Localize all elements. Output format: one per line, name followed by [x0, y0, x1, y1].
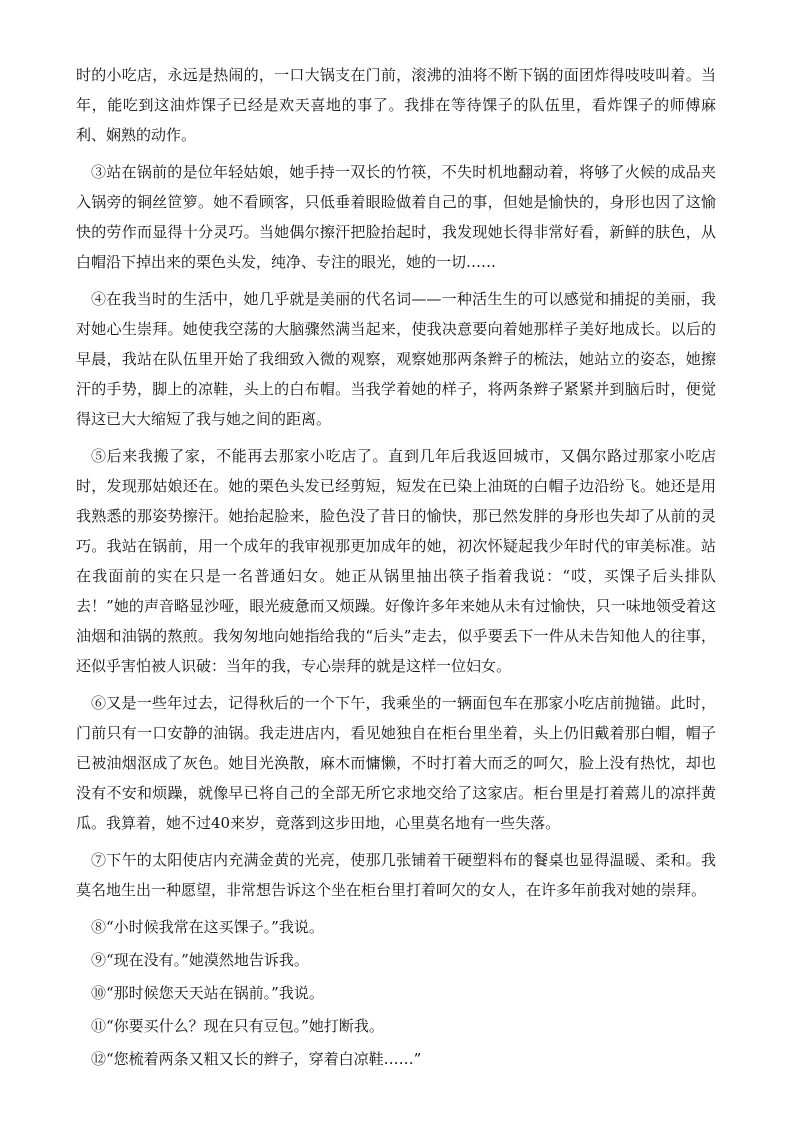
paragraph-7: ⑦下午的太阳使店内充满金黄的光亮，使那几张铺着干硬塑料布的餐桌也显得温暖、柔和。我莫名地生出一种愿望，非常想告诉这个坐在柜台里打着呵欠的女人，在许多年前我对她的崇拜。 — [76, 851, 716, 899]
paragraph-6: ⑥又是一些年过去，记得秋后的一个下午，我乘坐的一辆面包车在那家小吃店前抛锚。此时，门前只有一口安静的油锅。我走进店内，看见她独自在柜台里坐着，头上仍旧戴着那白帽，帽子已被油烟沤成了灰色。她目光涣散，麻木而慵懒，不时打着大而乏的呵欠，脸上没有热忱，却也没有不安和烦躁，就像早已将自己的全部无所它求地交给了这家店。柜台里是打着蔫儿的凉拌黄瓜。我算着，她不过40来岁，竟落到这步田地，心里莫名地有一些失落。 — [76, 694, 716, 832]
paragraph-3: ③站在锅前的是位年轻姑娘，她手持一双长的竹筷，不失时机地翻动着，将够了火候的成品夹入锅旁的铜丝笸箩。她不看顾客，只低垂着眼睑做着自己的事，但她是愉快的，身形也因了这愉快的劳作而显得十分灵巧。当她偶尔擦汗把脸抬起时，我发现她长得非常好看，新鲜的肤色，从白帽沿下掉出来的栗色头发，纯净、专注的眼光，她的一切…… — [76, 163, 716, 271]
document-page — [76, 60, 716, 1077]
paragraph-5: ⑤后来我搬了家，不能再去那家小吃店了。直到几年后我返回城市，又偶尔路过那家小吃店时，发现那姑娘还在。她的栗色头发已经剪短，短发在已染上油斑的白帽子边沿纷飞。她还是用我熟悉的那姿势擦汗。她抬起脸来，脸色没了昔日的愉快，那已然发胖的身形也失却了从前的灵巧。我站在锅前，用一个成年的我审视那更加成年的她，初次怀疑起我少年时代的审美标准。站在我面前的实在只是一名普通妇女。她正从锅里抽出筷子指着我说：“哎，买馃子后头排队去！”她的声音略显沙哑，眼光疲惫而又烦躁。好像许多年来她从未有过愉快，只一味地领受着这油烟和油锅的熬煎。我匆匆地向她指给我的“后头”走去，似乎要丢下一件从未告知他人的往事，还似乎害怕被人识破：当年的我，专心崇拜的就是这样一位妇女。 — [76, 447, 716, 675]
dialogue-line-8: ⑧“小时候我常在这买馃子。”我说。 — [91, 918, 324, 936]
paragraph-continuation: 时的小吃店，永远是热闹的，一口大锅支在门前，滚沸的油将不断下锅的面团炸得吱吱叫着。当年，能吃到这油炸馃子已经是欢天喜地的事了。我排在等待馃子的队伍里，看炸馃子的师傅麻利、娴熟的动作。 — [76, 66, 716, 144]
dialogue-line-11: ⑪“你要买什么？现在只有豆包。”她打断我。 — [91, 1017, 384, 1035]
dialogue-line-12: ⑫“您梳着两条又粗又长的辫子，穿着白凉鞋……” — [91, 1050, 422, 1068]
dialogue-line-10: ⑩“那时候您天天站在锅前。”我说。 — [91, 984, 324, 1002]
paragraph-4: ④在我当时的生活中，她几乎就是美丽的代名词——一种活生生的可以感觉和捕捉的美丽，我对她心生崇拜。她使我空荡的大脑骤然满当起来，使我决意要向着她那样子美好地成长。以后的早晨，我站在队伍里开始了我细致入微的观察，观察她那两条辫子的梳法，她站立的姿态，她擦汗的手势，脚上的凉鞋，头上的白布帽。当我学着她的样子，将两条辫子紧紧并到脑后时，便觉得这已大大缩短了我与她之间的距离。 — [76, 290, 716, 428]
dialogue-line-9: ⑨“现在没有。”她漠然地告诉我。 — [91, 951, 309, 969]
